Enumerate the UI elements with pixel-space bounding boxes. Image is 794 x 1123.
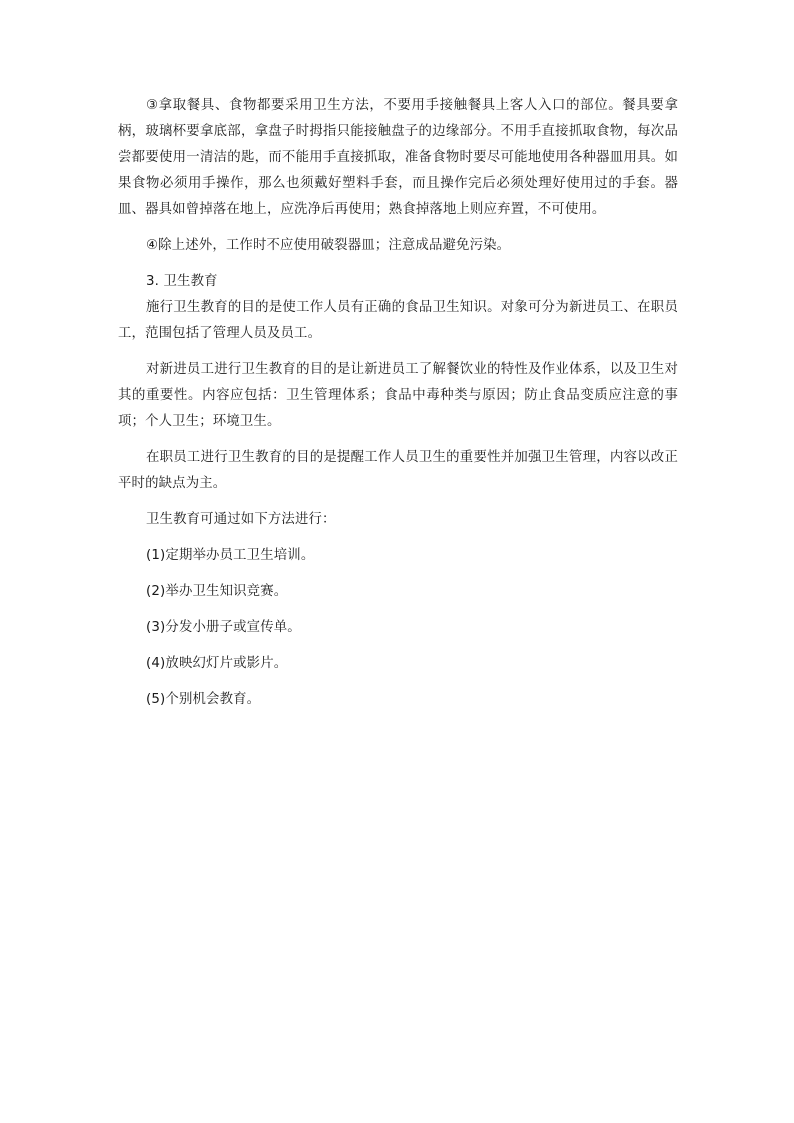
section-heading-hygiene-education: 3. 卫生教育	[146, 274, 218, 289]
paragraph-new-staff-education: 对新进员工进行卫生教育的目的是让新进员工了解餐饮业的特性及作业体系，以及卫生对其的重要性。内容应包括：卫生管理体系；食品中毒种类与原因；防止食品变质应注意的事项；个人卫生；环境卫生。	[118, 362, 678, 429]
paragraph-education-purpose: 施行卫生教育的目的是使工作人员有正确的食品卫生知识。对象可分为新进员工、在职员工，范围包括了管理人员及员工。	[118, 300, 678, 341]
list-item-method-4: (4)放映幻灯片或影片。	[146, 656, 288, 671]
list-item-method-2: (2)举办卫生知识竞赛。	[146, 584, 288, 599]
paragraph-current-staff-education: 在职员工进行卫生教育的目的是提醒工作人员卫生的重要性并加强卫生管理，内容以改正平时的缺点为主。	[118, 450, 678, 491]
document-body	[118, 93, 678, 723]
paragraph-broken-ware: ④除上述外，工作时不应使用破裂器皿；注意成品避免污染。	[146, 238, 511, 253]
list-item-method-1: (1)定期举办员工卫生培训。	[146, 548, 315, 563]
paragraph-methods-intro: 卫生教育可通过如下方法进行：	[146, 512, 336, 527]
list-item-method-5: (5)个别机会教育。	[146, 692, 261, 707]
paragraph-tableware-handling: ③拿取餐具、食物都要采用卫生方法，不要用手接触餐具上客人入口的部位。餐具要拿柄，玻璃杯要拿底部，拿盘子时拇指只能接触盘子的边缘部分。不用手直接抓取食物，每次品尝都要使用一清洁的匙，而不能用手直接抓取，准备食物时要尽可能地使用各种器皿用具。如果食物必须用手操作，那么也须戴好塑料手套，而且操作完后必须处理好使用过的手套。器皿、器具如曾掉落在地上，应洗净后再使用；熟食掉落地上则应弃置，不可使用。	[118, 98, 678, 217]
list-item-method-3: (3)分发小册子或宣传单。	[146, 620, 301, 635]
